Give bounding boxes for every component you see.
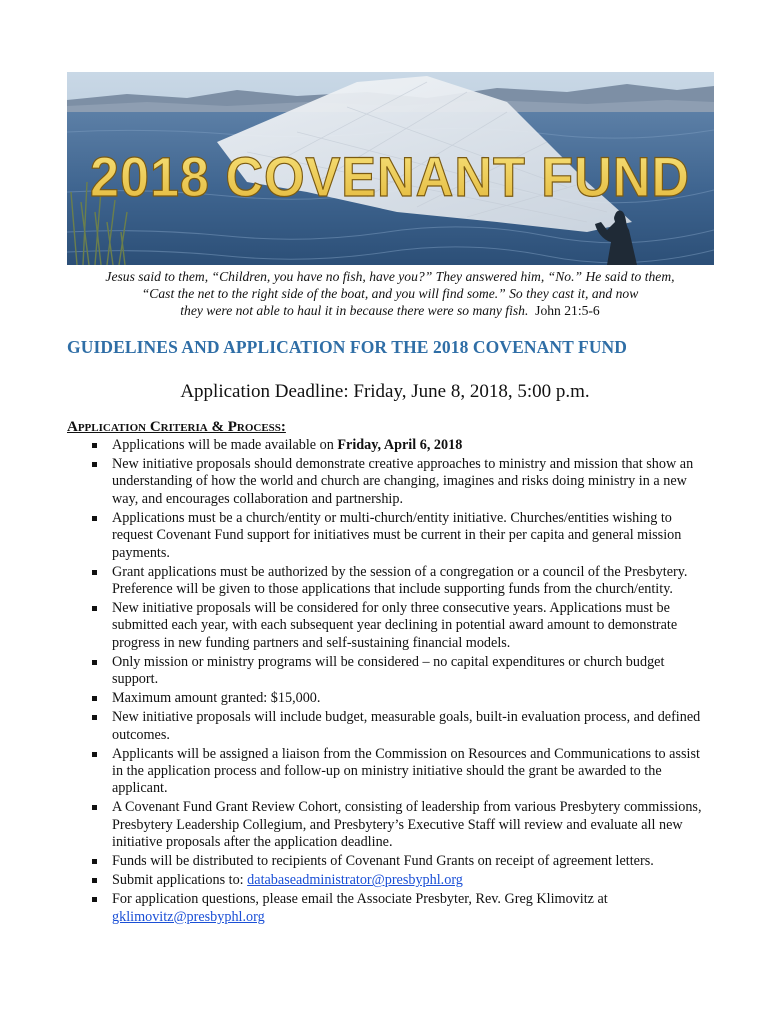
list-item: New initiative proposals should demonstrate creative approaches to ministry and mission that show an understanding of how the world and church are changing, imagines and risks doing ministry in a new way, and encourages collaboration and partnership.: [67, 456, 707, 508]
list-item: [67, 891, 707, 926]
banner-title-text: 2018 COVENANT FUND: [90, 145, 690, 208]
item-bold-date: Friday, April 6, 2018: [337, 437, 463, 453]
list-item: Only mission or ministry programs will be considered – no capital expenditures or church budget support.: [67, 654, 707, 689]
verse-line-3: [70, 302, 710, 319]
application-deadline: Application Deadline: Friday, June 8, 2018, 5:00 p.m.: [180, 381, 590, 402]
verse-reference: John 21:5-6: [535, 303, 600, 318]
list-item: Maximum amount granted: $15,000.: [67, 690, 707, 707]
list-item: Funds will be distributed to recipients of Covenant Fund Grants on receipt of agreement letters.: [67, 853, 707, 870]
list-item: New initiative proposals will be considered for only three consecutive years. Applications must be submitted each year, with each subsequent year declining in potential award amount to demonstrate progress in new funding partners and self-sustaining financial models.: [67, 600, 707, 652]
verse-line-3-text: they were not able to haul it in because there were so many fish.: [180, 303, 529, 318]
criteria-heading: Application Criteria & Process:: [67, 419, 286, 435]
verse-line-2: “Cast the net to the right side of the boat, and you will find some.” So they cast it, and now: [141, 286, 639, 301]
item-text: Submit applications to:: [112, 872, 248, 889]
questions-email-link[interactable]: gklimovitz@presbyphl.org: [112, 908, 265, 925]
list-item: [67, 872, 707, 889]
list-item: New initiative proposals will include budget, measurable goals, built-in evaluation process, and defined outcomes.: [67, 709, 707, 744]
item-text: For application questions, please email the Associate Presbyter, Rev. Greg Klimovitz at: [112, 891, 608, 908]
guidelines-heading: GUIDELINES AND APPLICATION FOR THE 2018 COVENANT FUND: [67, 337, 628, 357]
scripture-verse: [70, 268, 710, 319]
verse-line-1: Jesus said to them, “Children, you have no fish, have you?” They answered him, “No.” He said to them,: [105, 269, 675, 284]
list-item: A Covenant Fund Grant Review Cohort, consisting of leadership from various Presbytery commissions, Presbytery Leadership Collegium, and Presbytery’s Executive Staff will review and evaluate all new initiative proposals after the application deadline.: [67, 799, 707, 851]
list-item: [67, 437, 707, 454]
list-item: Applications must be a church/entity or multi-church/entity initiative. Churches/entities wishing to request Covenant Fund support for initiatives must be current in their per capita and general mission payments.: [67, 510, 707, 562]
banner-image: [67, 72, 714, 265]
list-item: Applicants will be assigned a liaison from the Commission on Resources and Communications to assist in the application process and follow-up on ministry initiative should the grant be awarded to the applicant.: [67, 746, 707, 798]
banner-title: [67, 72, 714, 265]
submit-email-link[interactable]: databaseadministrator@presbyphl.org: [247, 872, 463, 889]
item-text: Applications will be made available on: [112, 437, 338, 453]
list-item: Grant applications must be authorized by the session of a congregation or a council of the Presbytery. Preference will be given to those applications that include supporting funds from the church/entity.: [67, 564, 707, 599]
criteria-list: [67, 437, 707, 928]
